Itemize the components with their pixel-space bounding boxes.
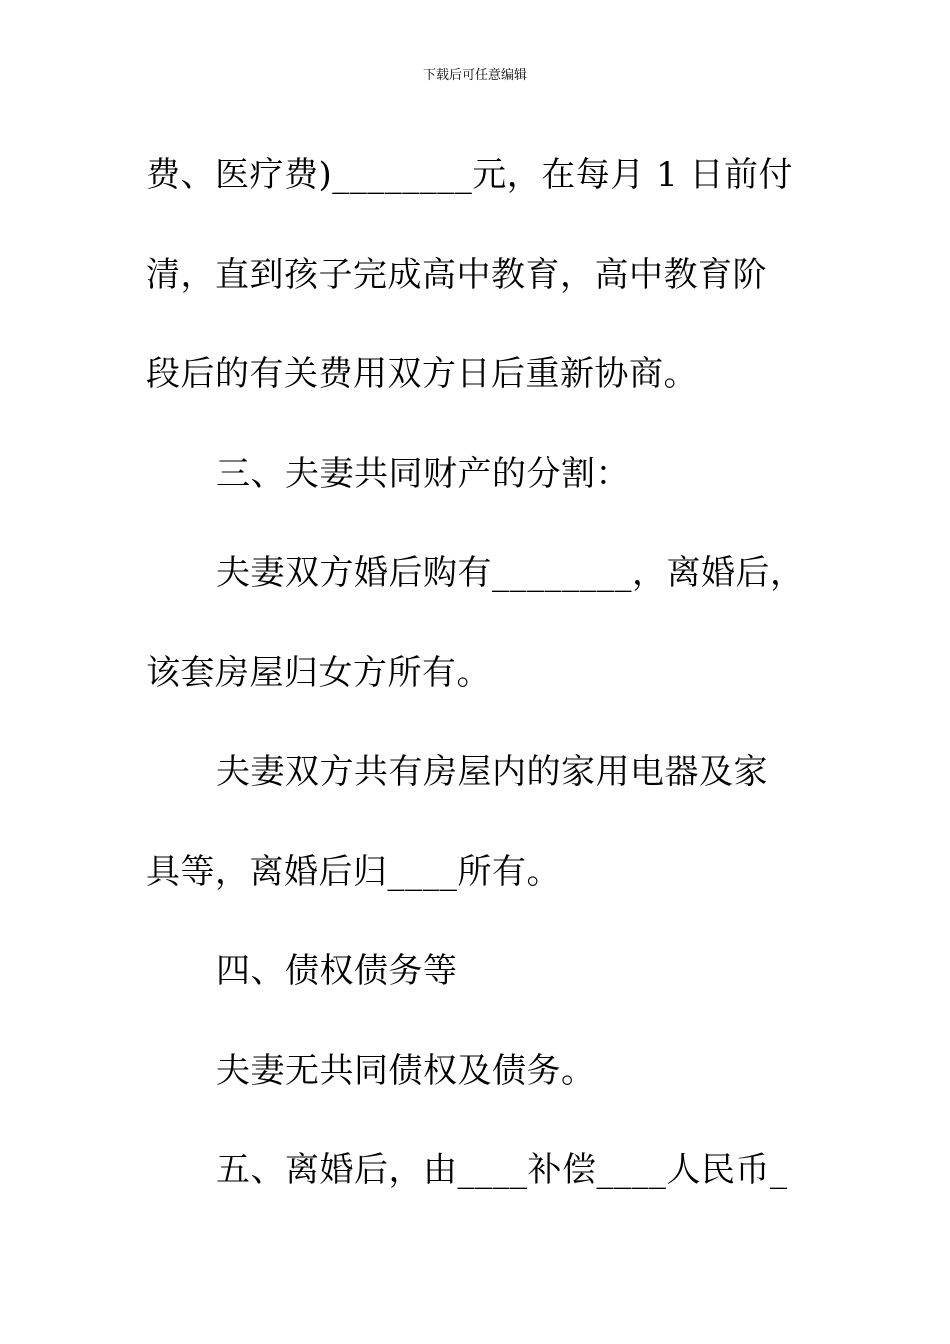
- document-body: [146, 126, 806, 1221]
- section-heading-4: 四、债权债务等: [216, 951, 458, 991]
- text-line: 段后的有关费用双方日后重新协商。: [146, 354, 698, 394]
- text-line: 清，直到孩子完成高中教育，高中教育阶: [146, 254, 767, 295]
- section-heading-3: 三、夫妻共同财产的分割：: [216, 453, 630, 494]
- text-line: 夫妻无共同债权及债务。: [216, 1050, 596, 1091]
- text-line: 费、医疗费)________元，在每月 1 日前付: [146, 155, 794, 195]
- text-line: 夫妻双方婚后购有________，离婚后，: [216, 553, 805, 593]
- text-line: 该套房屋归女方所有。: [146, 652, 491, 693]
- text-line: 具等，离婚后归____所有。: [146, 851, 561, 892]
- section-heading-5: 五、离婚后，由____补偿____人民币_: [216, 1150, 788, 1190]
- page-header: 下载后可任意编辑: [422, 68, 527, 83]
- text-line: 夫妻双方共有房屋内的家用电器及家: [216, 752, 768, 792]
